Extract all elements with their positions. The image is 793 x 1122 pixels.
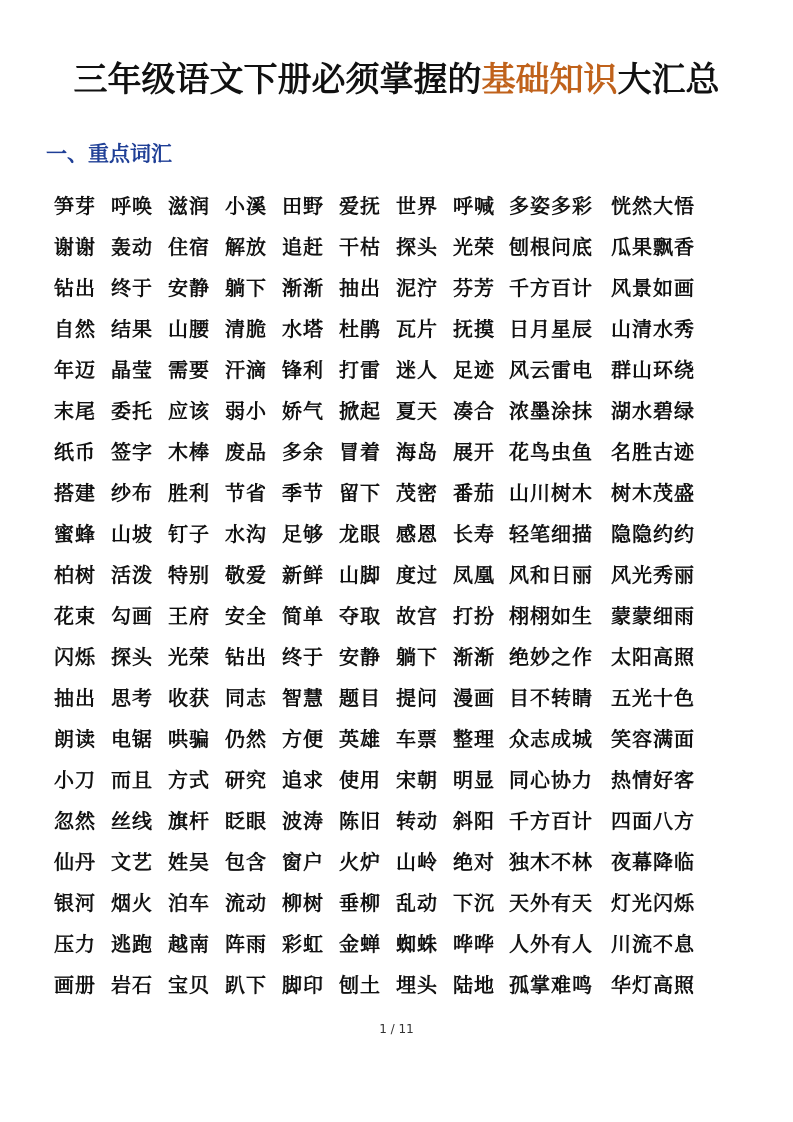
vocabulary-idiom: 笑容满面 bbox=[611, 727, 695, 751]
vocabulary-word: 谢谢 bbox=[54, 235, 96, 259]
vocabulary-word: 呼喊 bbox=[453, 194, 495, 218]
vocabulary-word: 茂密 bbox=[396, 481, 438, 505]
vocabulary-word: 爱抚 bbox=[339, 194, 381, 218]
vocabulary-word: 埋头 bbox=[396, 973, 438, 997]
vocabulary-word: 故宫 bbox=[396, 604, 438, 628]
vocabulary-word: 宝贝 bbox=[168, 973, 210, 997]
vocabulary-word: 打雷 bbox=[339, 358, 381, 382]
vocabulary-row bbox=[54, 559, 714, 600]
vocabulary-word: 脚印 bbox=[282, 973, 324, 997]
vocabulary-word: 斜阳 bbox=[453, 809, 495, 833]
vocabulary-word: 山岭 bbox=[396, 850, 438, 874]
vocabulary-row bbox=[54, 272, 714, 313]
vocabulary-idiom: 人外有人 bbox=[509, 932, 593, 956]
vocabulary-word: 纱布 bbox=[111, 481, 153, 505]
vocabulary-word: 委托 bbox=[111, 399, 153, 423]
vocabulary-word: 季节 bbox=[282, 481, 324, 505]
vocabulary-word: 凑合 bbox=[453, 399, 495, 423]
vocabulary-word: 陈旧 bbox=[339, 809, 381, 833]
vocabulary-word: 敬爱 bbox=[225, 563, 267, 587]
vocabulary-word: 彩虹 bbox=[282, 932, 324, 956]
vocabulary-word: 光荣 bbox=[168, 645, 210, 669]
vocabulary-word: 忽然 bbox=[54, 809, 96, 833]
vocabulary-word: 蜘蛛 bbox=[396, 932, 438, 956]
vocabulary-idiom: 树木茂盛 bbox=[611, 481, 695, 505]
vocabulary-word: 火炉 bbox=[339, 850, 381, 874]
vocabulary-word: 安全 bbox=[225, 604, 267, 628]
vocabulary-idiom: 群山环绕 bbox=[611, 358, 695, 382]
vocabulary-idiom: 山清水秀 bbox=[611, 317, 695, 341]
vocabulary-word: 躺下 bbox=[396, 645, 438, 669]
vocabulary-word: 海岛 bbox=[396, 440, 438, 464]
vocabulary-word: 冒着 bbox=[339, 440, 381, 464]
vocabulary-word: 需要 bbox=[168, 358, 210, 382]
vocabulary-word: 废品 bbox=[225, 440, 267, 464]
vocabulary-word: 金蝉 bbox=[339, 932, 381, 956]
document-title bbox=[0, 58, 793, 102]
vocabulary-word: 结果 bbox=[111, 317, 153, 341]
vocabulary-word: 使用 bbox=[339, 768, 381, 792]
vocabulary-idiom: 恍然大悟 bbox=[611, 194, 695, 218]
vocabulary-idiom: 日月星辰 bbox=[509, 317, 593, 341]
vocabulary-word: 钻出 bbox=[225, 645, 267, 669]
vocabulary-word: 渐渐 bbox=[282, 276, 324, 300]
vocabulary-row bbox=[54, 313, 714, 354]
vocabulary-word: 趴下 bbox=[225, 973, 267, 997]
vocabulary-row bbox=[54, 600, 714, 641]
vocabulary-word: 光荣 bbox=[453, 235, 495, 259]
vocabulary-word: 柏树 bbox=[54, 563, 96, 587]
vocabulary-word: 汗滴 bbox=[225, 358, 267, 382]
vocabulary-idiom: 千方百计 bbox=[509, 276, 593, 300]
vocabulary-idiom: 风和日丽 bbox=[509, 563, 593, 587]
vocabulary-idiom: 千方百计 bbox=[509, 809, 593, 833]
vocabulary-idiom: 太阳高照 bbox=[611, 645, 695, 669]
vocabulary-word: 压力 bbox=[54, 932, 96, 956]
vocabulary-row bbox=[54, 436, 714, 477]
vocabulary-idiom: 同心协力 bbox=[509, 768, 593, 792]
vocabulary-idiom: 风云雷电 bbox=[509, 358, 593, 382]
vocabulary-idiom: 蒙蒙细雨 bbox=[611, 604, 695, 628]
vocabulary-word: 终于 bbox=[111, 276, 153, 300]
vocabulary-word: 方便 bbox=[282, 727, 324, 751]
vocabulary-word: 田野 bbox=[282, 194, 324, 218]
vocabulary-word: 水沟 bbox=[225, 522, 267, 546]
vocabulary-word: 泥泞 bbox=[396, 276, 438, 300]
vocabulary-word: 思考 bbox=[111, 686, 153, 710]
section-heading: 一、重点词汇 bbox=[46, 141, 172, 166]
vocabulary-word: 干枯 bbox=[339, 235, 381, 259]
vocabulary-word: 王府 bbox=[168, 604, 210, 628]
vocabulary-word: 追求 bbox=[282, 768, 324, 792]
vocabulary-row bbox=[54, 805, 714, 846]
vocabulary-word: 波涛 bbox=[282, 809, 324, 833]
vocabulary-word: 追赶 bbox=[282, 235, 324, 259]
vocabulary-idiom: 风景如画 bbox=[611, 276, 695, 300]
vocabulary-row bbox=[54, 969, 714, 1010]
vocabulary-word: 探头 bbox=[111, 645, 153, 669]
vocabulary-word: 解放 bbox=[225, 235, 267, 259]
vocabulary-idiom: 五光十色 bbox=[611, 686, 695, 710]
vocabulary-word: 留下 bbox=[339, 481, 381, 505]
vocabulary-word: 自然 bbox=[54, 317, 96, 341]
vocabulary-word: 哗哗 bbox=[453, 932, 495, 956]
vocabulary-word: 山脚 bbox=[339, 563, 381, 587]
vocabulary-word: 仍然 bbox=[225, 727, 267, 751]
vocabulary-word: 钉子 bbox=[168, 522, 210, 546]
vocabulary-word: 龙眼 bbox=[339, 522, 381, 546]
vocabulary-word: 终于 bbox=[282, 645, 324, 669]
vocabulary-idiom: 众志成城 bbox=[509, 727, 593, 751]
vocabulary-idiom: 浓墨涂抹 bbox=[509, 399, 593, 423]
vocabulary-word: 签字 bbox=[111, 440, 153, 464]
vocabulary-word: 锋利 bbox=[282, 358, 324, 382]
vocabulary-row bbox=[54, 846, 714, 887]
vocabulary-word: 笋芽 bbox=[54, 194, 96, 218]
vocabulary-word: 滋润 bbox=[168, 194, 210, 218]
vocabulary-idiom: 热情好客 bbox=[611, 768, 695, 792]
vocabulary-row bbox=[54, 887, 714, 928]
vocabulary-word: 番茄 bbox=[453, 481, 495, 505]
vocabulary-word: 胜利 bbox=[168, 481, 210, 505]
vocabulary-word: 提问 bbox=[396, 686, 438, 710]
vocabulary-word: 住宿 bbox=[168, 235, 210, 259]
vocabulary-word: 安静 bbox=[339, 645, 381, 669]
vocabulary-idiom: 四面八方 bbox=[611, 809, 695, 833]
vocabulary-word: 逃跑 bbox=[111, 932, 153, 956]
vocabulary-row bbox=[54, 354, 714, 395]
vocabulary-word: 勾画 bbox=[111, 604, 153, 628]
vocabulary-word: 仙丹 bbox=[54, 850, 96, 874]
vocabulary-idiom: 川流不息 bbox=[611, 932, 695, 956]
vocabulary-idiom: 夜幕降临 bbox=[611, 850, 695, 874]
vocabulary-word: 安静 bbox=[168, 276, 210, 300]
vocabulary-word: 阵雨 bbox=[225, 932, 267, 956]
vocabulary-word: 文艺 bbox=[111, 850, 153, 874]
title-prefix: 三年级语文下册必须掌握的 bbox=[73, 60, 482, 100]
vocabulary-word: 烟火 bbox=[111, 891, 153, 915]
vocabulary-word: 整理 bbox=[453, 727, 495, 751]
vocabulary-word: 小溪 bbox=[225, 194, 267, 218]
vocabulary-word: 活泼 bbox=[111, 563, 153, 587]
vocabulary-word: 木棒 bbox=[168, 440, 210, 464]
vocabulary-word: 蜜蜂 bbox=[54, 522, 96, 546]
vocabulary-word: 钻出 bbox=[54, 276, 96, 300]
vocabulary-row bbox=[54, 190, 714, 231]
page-number: 1 / 11 bbox=[379, 1022, 414, 1036]
vocabulary-idiom: 天外有天 bbox=[509, 891, 593, 915]
vocabulary-row bbox=[54, 395, 714, 436]
vocabulary-word: 花束 bbox=[54, 604, 96, 628]
vocabulary-word: 下沉 bbox=[453, 891, 495, 915]
vocabulary-word: 乱动 bbox=[396, 891, 438, 915]
vocabulary-word: 长寿 bbox=[453, 522, 495, 546]
vocabulary-word: 抽出 bbox=[339, 276, 381, 300]
vocabulary-row bbox=[54, 682, 714, 723]
vocabulary-idiom: 独木不林 bbox=[509, 850, 593, 874]
vocabulary-word: 多余 bbox=[282, 440, 324, 464]
vocabulary-word: 岩石 bbox=[111, 973, 153, 997]
vocabulary-word: 世界 bbox=[396, 194, 438, 218]
vocabulary-row bbox=[54, 723, 714, 764]
vocabulary-word: 搭建 bbox=[54, 481, 96, 505]
vocabulary-word: 漫画 bbox=[453, 686, 495, 710]
vocabulary-row bbox=[54, 764, 714, 805]
vocabulary-word: 呼唤 bbox=[111, 194, 153, 218]
vocabulary-word: 眨眼 bbox=[225, 809, 267, 833]
vocabulary-idiom: 灯光闪烁 bbox=[611, 891, 695, 915]
vocabulary-word: 小刀 bbox=[54, 768, 96, 792]
vocabulary-word: 度过 bbox=[396, 563, 438, 587]
vocabulary-word: 纸币 bbox=[54, 440, 96, 464]
vocabulary-word: 智慧 bbox=[282, 686, 324, 710]
vocabulary-word: 足迹 bbox=[453, 358, 495, 382]
vocabulary-word: 包含 bbox=[225, 850, 267, 874]
vocabulary-word: 朗读 bbox=[54, 727, 96, 751]
vocabulary-word: 车票 bbox=[396, 727, 438, 751]
vocabulary-word: 而且 bbox=[111, 768, 153, 792]
vocabulary-idiom: 湖水碧绿 bbox=[611, 399, 695, 423]
vocabulary-word: 夺取 bbox=[339, 604, 381, 628]
vocabulary-word: 银河 bbox=[54, 891, 96, 915]
vocabulary-word: 特别 bbox=[168, 563, 210, 587]
vocabulary-word: 简单 bbox=[282, 604, 324, 628]
vocabulary-word: 清脆 bbox=[225, 317, 267, 341]
vocabulary-word: 山腰 bbox=[168, 317, 210, 341]
vocabulary-word: 姓吴 bbox=[168, 850, 210, 874]
vocabulary-row bbox=[54, 928, 714, 969]
vocabulary-word: 绝对 bbox=[453, 850, 495, 874]
vocabulary-word: 窗户 bbox=[282, 850, 324, 874]
vocabulary-word: 迷人 bbox=[396, 358, 438, 382]
vocabulary-word: 闪烁 bbox=[54, 645, 96, 669]
vocabulary-word: 应该 bbox=[168, 399, 210, 423]
vocabulary-idiom: 多姿多彩 bbox=[509, 194, 593, 218]
vocabulary-idiom: 轻笔细描 bbox=[509, 522, 593, 546]
vocabulary-word: 渐渐 bbox=[453, 645, 495, 669]
vocabulary-word: 水塔 bbox=[282, 317, 324, 341]
vocabulary-word: 同志 bbox=[225, 686, 267, 710]
vocabulary-word: 打扮 bbox=[453, 604, 495, 628]
vocabulary-idiom: 刨根问底 bbox=[509, 235, 593, 259]
title-suffix: 大汇总 bbox=[617, 60, 720, 100]
vocabulary-word: 泊车 bbox=[168, 891, 210, 915]
vocabulary-word: 年迈 bbox=[54, 358, 96, 382]
vocabulary-word: 娇气 bbox=[282, 399, 324, 423]
vocabulary-word: 垂柳 bbox=[339, 891, 381, 915]
vocabulary-idiom: 华灯高照 bbox=[611, 973, 695, 997]
vocabulary-word: 研究 bbox=[225, 768, 267, 792]
vocabulary-word: 新鲜 bbox=[282, 563, 324, 587]
vocabulary-word: 电锯 bbox=[111, 727, 153, 751]
vocabulary-idiom: 孤掌难鸣 bbox=[509, 973, 593, 997]
vocabulary-word: 明显 bbox=[453, 768, 495, 792]
vocabulary-word: 转动 bbox=[396, 809, 438, 833]
vocabulary-word: 流动 bbox=[225, 891, 267, 915]
vocabulary-word: 探头 bbox=[396, 235, 438, 259]
vocabulary-word: 题目 bbox=[339, 686, 381, 710]
vocabulary-word: 哄骗 bbox=[168, 727, 210, 751]
vocabulary-word: 旗杆 bbox=[168, 809, 210, 833]
vocabulary-word: 方式 bbox=[168, 768, 210, 792]
vocabulary-word: 抚摸 bbox=[453, 317, 495, 341]
vocabulary-idiom: 绝妙之作 bbox=[509, 645, 593, 669]
vocabulary-word: 末尾 bbox=[54, 399, 96, 423]
vocabulary-word: 柳树 bbox=[282, 891, 324, 915]
vocabulary-idiom: 花鸟虫鱼 bbox=[509, 440, 593, 464]
vocabulary-word: 夏天 bbox=[396, 399, 438, 423]
vocabulary-word: 山坡 bbox=[111, 522, 153, 546]
vocabulary-idiom: 栩栩如生 bbox=[509, 604, 593, 628]
vocabulary-word: 陆地 bbox=[453, 973, 495, 997]
vocabulary-idiom: 瓜果飘香 bbox=[611, 235, 695, 259]
vocabulary-word: 丝线 bbox=[111, 809, 153, 833]
vocabulary-word: 越南 bbox=[168, 932, 210, 956]
vocabulary-row bbox=[54, 231, 714, 272]
vocabulary-word: 足够 bbox=[282, 522, 324, 546]
vocabulary-word: 画册 bbox=[54, 973, 96, 997]
vocabulary-word: 展开 bbox=[453, 440, 495, 464]
vocabulary-word: 刨土 bbox=[339, 973, 381, 997]
vocabulary-idiom: 隐隐约约 bbox=[611, 522, 695, 546]
vocabulary-row bbox=[54, 641, 714, 682]
vocabulary-word: 晶莹 bbox=[111, 358, 153, 382]
vocabulary-word: 躺下 bbox=[225, 276, 267, 300]
vocabulary-row bbox=[54, 477, 714, 518]
vocabulary-word: 芬芳 bbox=[453, 276, 495, 300]
vocabulary-word: 节省 bbox=[225, 481, 267, 505]
vocabulary-idiom: 山川树木 bbox=[509, 481, 593, 505]
vocabulary-word: 弱小 bbox=[225, 399, 267, 423]
vocabulary-word: 凤凰 bbox=[453, 563, 495, 587]
vocabulary-word: 杜鹃 bbox=[339, 317, 381, 341]
vocabulary-idiom: 风光秀丽 bbox=[611, 563, 695, 587]
vocabulary-idiom: 名胜古迹 bbox=[611, 440, 695, 464]
vocabulary-word: 掀起 bbox=[339, 399, 381, 423]
vocabulary-idiom: 目不转睛 bbox=[509, 686, 593, 710]
vocabulary-word: 宋朝 bbox=[396, 768, 438, 792]
vocabulary-grid bbox=[54, 190, 714, 1010]
vocabulary-word: 感恩 bbox=[396, 522, 438, 546]
vocabulary-word: 瓦片 bbox=[396, 317, 438, 341]
vocabulary-word: 收获 bbox=[168, 686, 210, 710]
vocabulary-word: 轰动 bbox=[111, 235, 153, 259]
title-highlight: 基础知识 bbox=[481, 60, 618, 100]
vocabulary-row bbox=[54, 518, 714, 559]
vocabulary-word: 抽出 bbox=[54, 686, 96, 710]
vocabulary-word: 英雄 bbox=[339, 727, 381, 751]
